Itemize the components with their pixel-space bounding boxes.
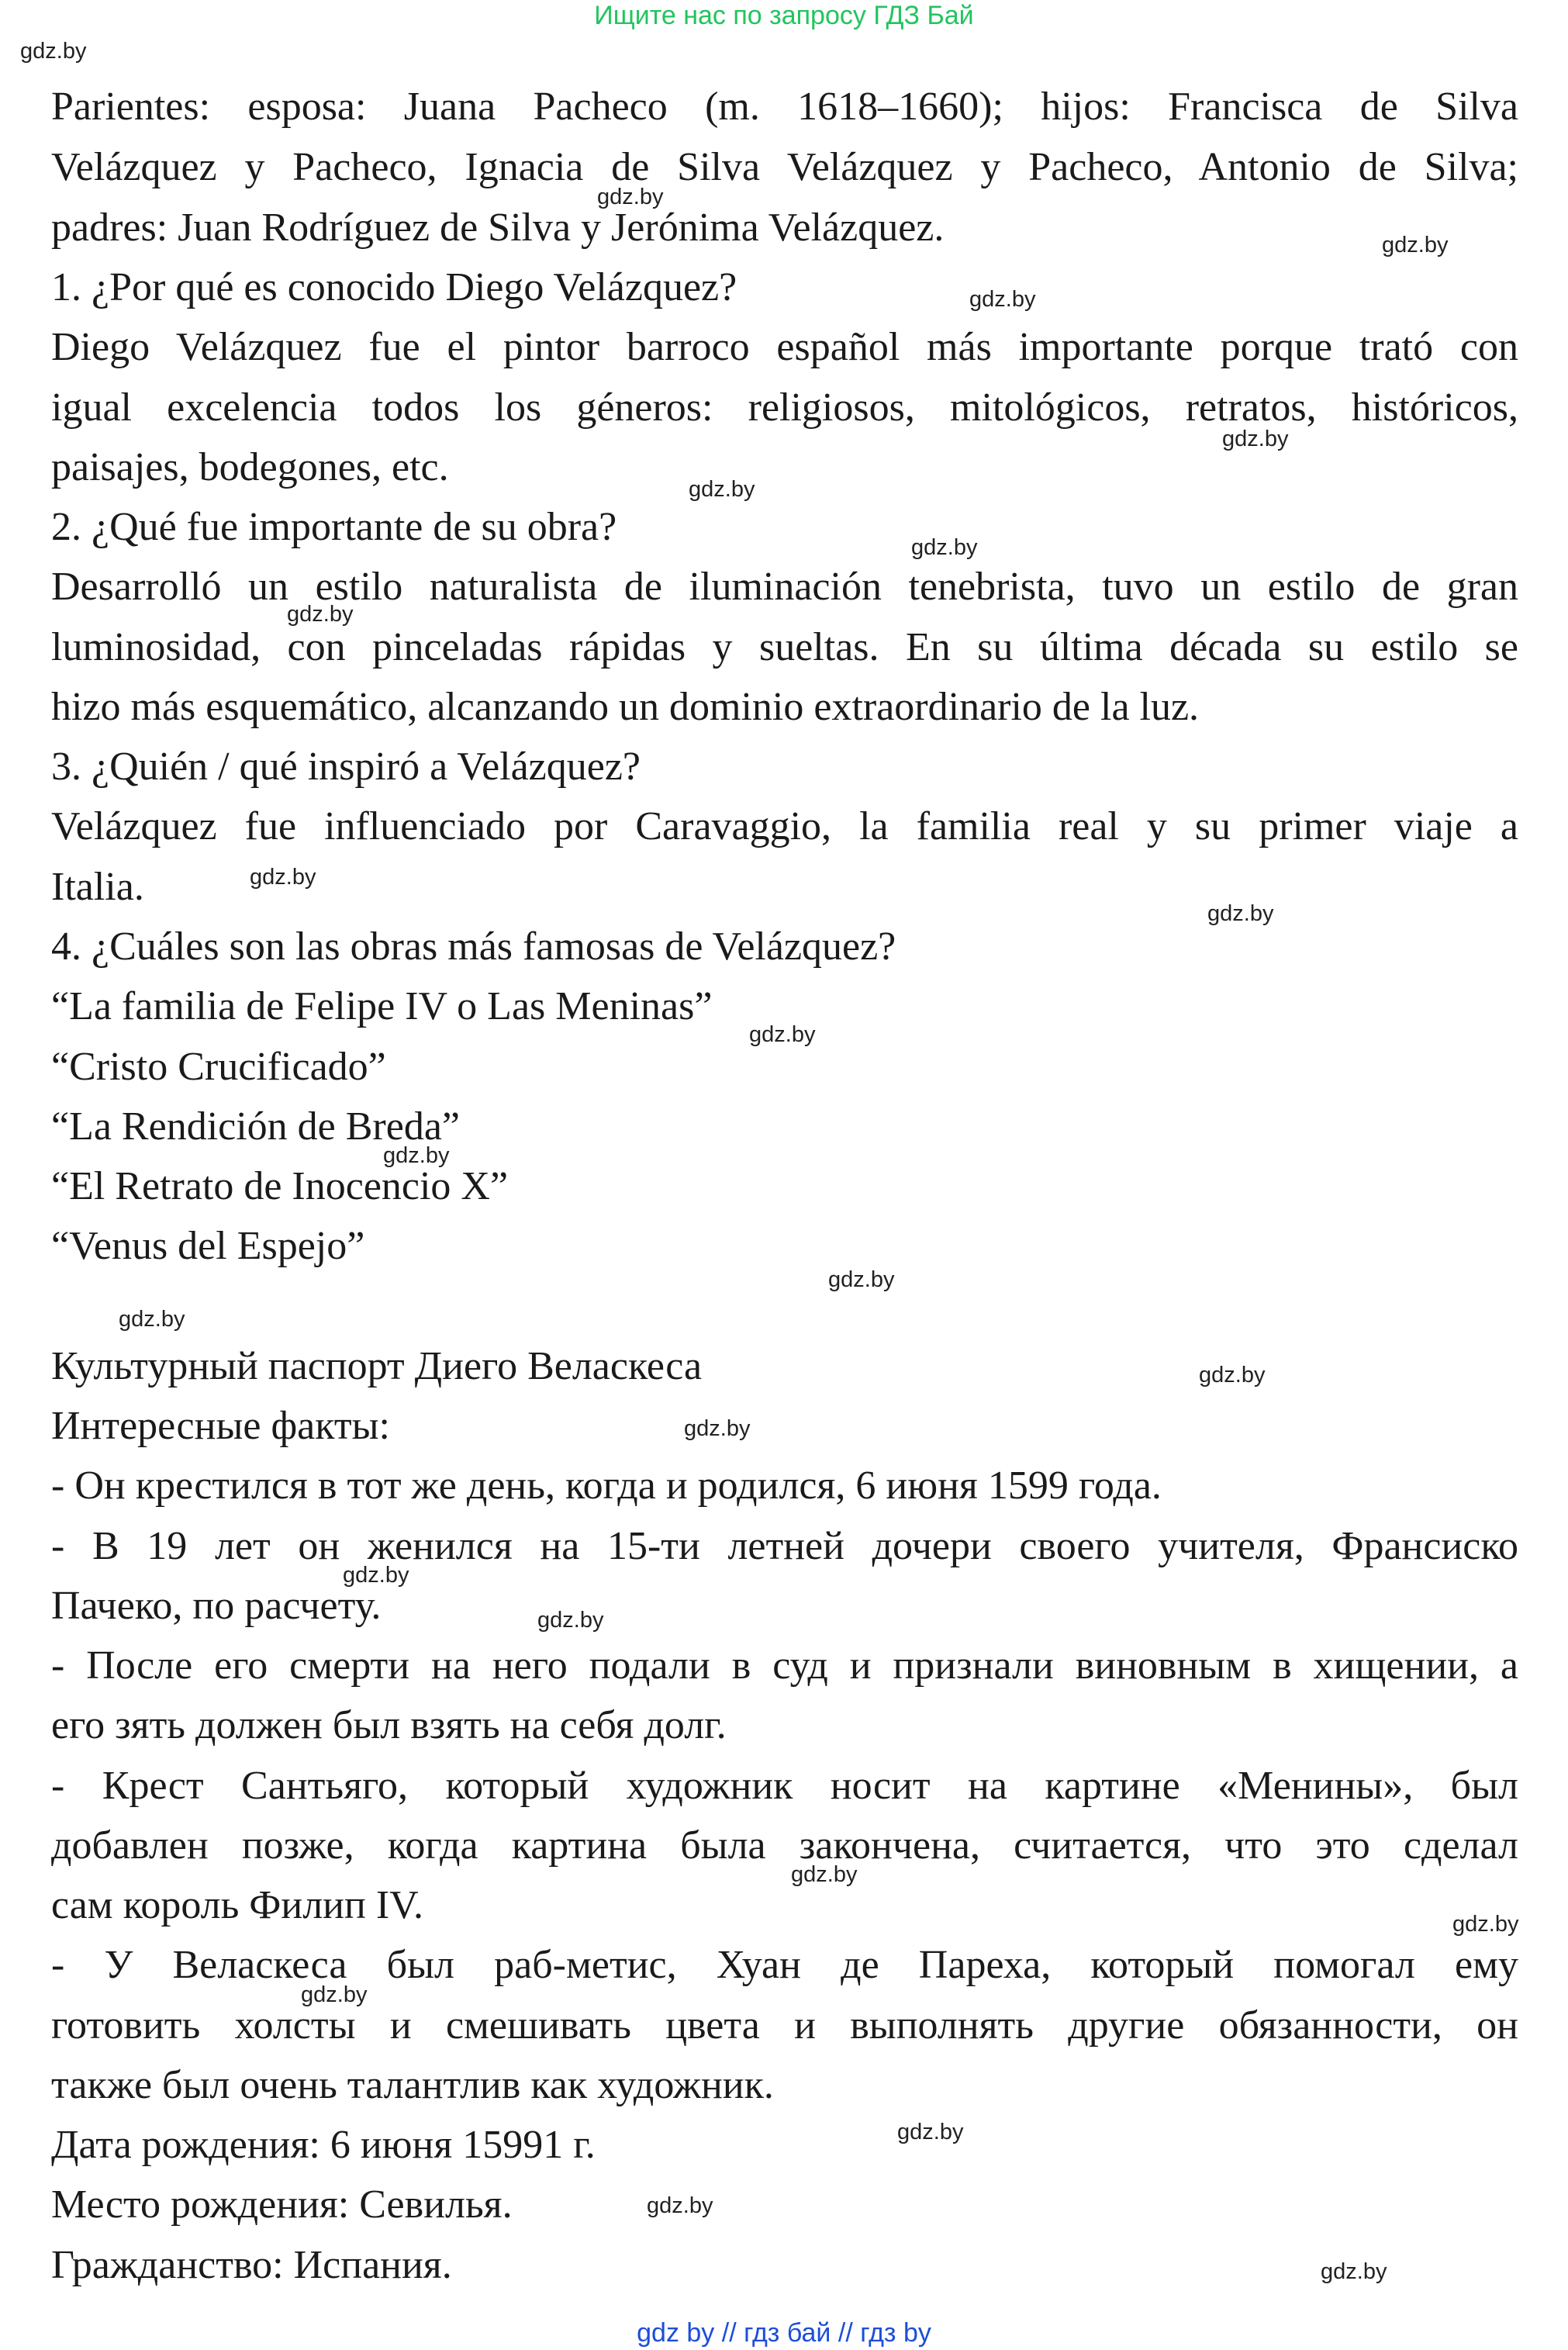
watermark: gdz.by — [597, 185, 664, 209]
question-4: 4. ¿Cuáles son las obras más famosas de Velázquez? — [51, 924, 896, 969]
watermark: gdz.by — [1321, 2259, 1387, 2284]
watermark: gdz.by — [911, 535, 978, 560]
work-retrato-inocencio: “El Retrato de Inocencio X” — [51, 1164, 509, 1208]
watermark: gdz.by — [647, 2193, 713, 2218]
work-venus-del-espejo: “Venus del Espejo” — [51, 1224, 365, 1268]
watermark: gdz.by — [250, 865, 316, 890]
fact-4-line-1: - Крест Сантьяго, который художник носит на картине «Менины», был — [51, 1764, 1518, 1808]
question-1: 1. ¿Por qué es conocido Diego Velázquez? — [51, 265, 737, 309]
top-search-banner: Ищите нас по запросу ГДЗ Бай — [594, 1, 974, 30]
facts-heading: Интересные факты: — [51, 1404, 390, 1448]
text-line-relatives-3: padres: Juan Rodríguez de Silva y Jerónima Velázquez. — [51, 206, 945, 250]
birth-date: Дата рождения: 6 июня 15991 г. — [51, 2123, 596, 2167]
work-cristo-crucificado: “Cristo Crucificado” — [51, 1045, 386, 1089]
text-line-relatives-2: Velázquez y Pacheco, Ignacia de Silva Velázquez y Pacheco, Antonio de Silva; — [51, 145, 1518, 189]
watermark: gdz.by — [301, 1982, 368, 2007]
watermark: gdz.by — [897, 2120, 964, 2144]
watermark: gdz.by — [828, 1267, 895, 1292]
section-heading-passport: Культурный паспорт Диего Веласкеса — [51, 1344, 703, 1388]
answer-3-line-1: Velázquez fue influenciado por Caravaggio, la familia real y su primer viaje a — [51, 804, 1518, 848]
fact-3-line-2: его зять должен был взять на себя долг. — [51, 1703, 727, 1747]
fact-5-line-1: - У Веласкеса был раб-метис, Хуан де Пареха, который помогал ему — [51, 1943, 1518, 1987]
fact-3-line-1: - После его смерти на него подали в суд и признали виновным в хищении, а — [51, 1643, 1518, 1688]
watermark: gdz.by — [537, 1608, 604, 1633]
answer-2-line-3: hizo más esquemático, alcanzando un dominio extraordinario de la luz. — [51, 685, 1200, 729]
answer-1-line-2: igual excelencia todos los géneros: religiosos, mitológicos, retratos, históricos, — [51, 385, 1518, 430]
watermark: gdz.by — [383, 1143, 450, 1168]
answer-2-line-2: luminosidad, con pinceladas rápidas y sueltas. En su última década su estilo se — [51, 625, 1518, 669]
fact-5-line-3: также был очень талантлив как художник. — [51, 2063, 774, 2107]
watermark: gdz.by — [684, 1416, 751, 1441]
answer-3-line-2: Italia. — [51, 865, 144, 909]
watermark: gdz.by — [1222, 427, 1289, 451]
answer-1-line-3: paisajes, bodegones, etc. — [51, 445, 449, 489]
fact-1: - Он крестился в тот же день, когда и родился, 6 июня 1599 года. — [51, 1464, 1162, 1508]
fact-2-line-2: Пачеко, по расчету. — [51, 1584, 382, 1628]
fact-4-line-3: сам король Филип IV. — [51, 1883, 423, 1927]
watermark: gdz.by — [689, 477, 755, 502]
watermark: gdz.by — [343, 1563, 409, 1588]
watermark: gdz.by — [119, 1307, 185, 1332]
footer-links: gdz by // гдз бай // гдз by — [637, 2318, 931, 2348]
question-2: 2. ¿Qué fue importante de su obra? — [51, 505, 617, 549]
watermark: gdz.by — [1382, 233, 1449, 257]
watermark: gdz.by — [969, 287, 1036, 312]
question-3: 3. ¿Quién / qué inspiró a Velázquez? — [51, 745, 641, 789]
watermark: gdz.by — [1199, 1363, 1266, 1388]
citizenship: Гражданство: Испания. — [51, 2243, 452, 2287]
answer-1-line-1: Diego Velázquez fue el pintor barroco español más importante porque trató con — [51, 325, 1518, 369]
fact-4-line-2: добавлен позже, когда картина была закончена, считается, что это сделал — [51, 1823, 1518, 1868]
text-line-relatives-1: Parientes: esposa: Juana Pacheco (m. 1618–1660); hijos: Francisca de Silva — [51, 85, 1518, 129]
watermark: gdz.by — [749, 1022, 816, 1047]
birth-place: Место рождения: Севилья. — [51, 2182, 513, 2227]
watermark: gdz.by — [1452, 1912, 1519, 1937]
watermark: gdz.by — [287, 602, 354, 627]
fact-2-line-1: - В 19 лет он женился на 15-ти летней дочери своего учителя, Франсиско — [51, 1524, 1518, 1568]
watermark: gdz.by — [1207, 901, 1274, 926]
work-rendicion-de-breda: “La Rendición de Breda” — [51, 1104, 460, 1149]
fact-5-line-2: готовить холсты и смешивать цвета и выполнять другие обязанности, он — [51, 2003, 1518, 2048]
answer-2-line-1: Desarrolló un estilo naturalista de iluminación tenebrista, tuvo un estilo de gran — [51, 565, 1518, 609]
watermark: gdz.by — [20, 39, 87, 64]
watermark: gdz.by — [791, 1862, 858, 1887]
work-las-meninas: “La familia de Felipe IV o Las Meninas” — [51, 984, 713, 1028]
